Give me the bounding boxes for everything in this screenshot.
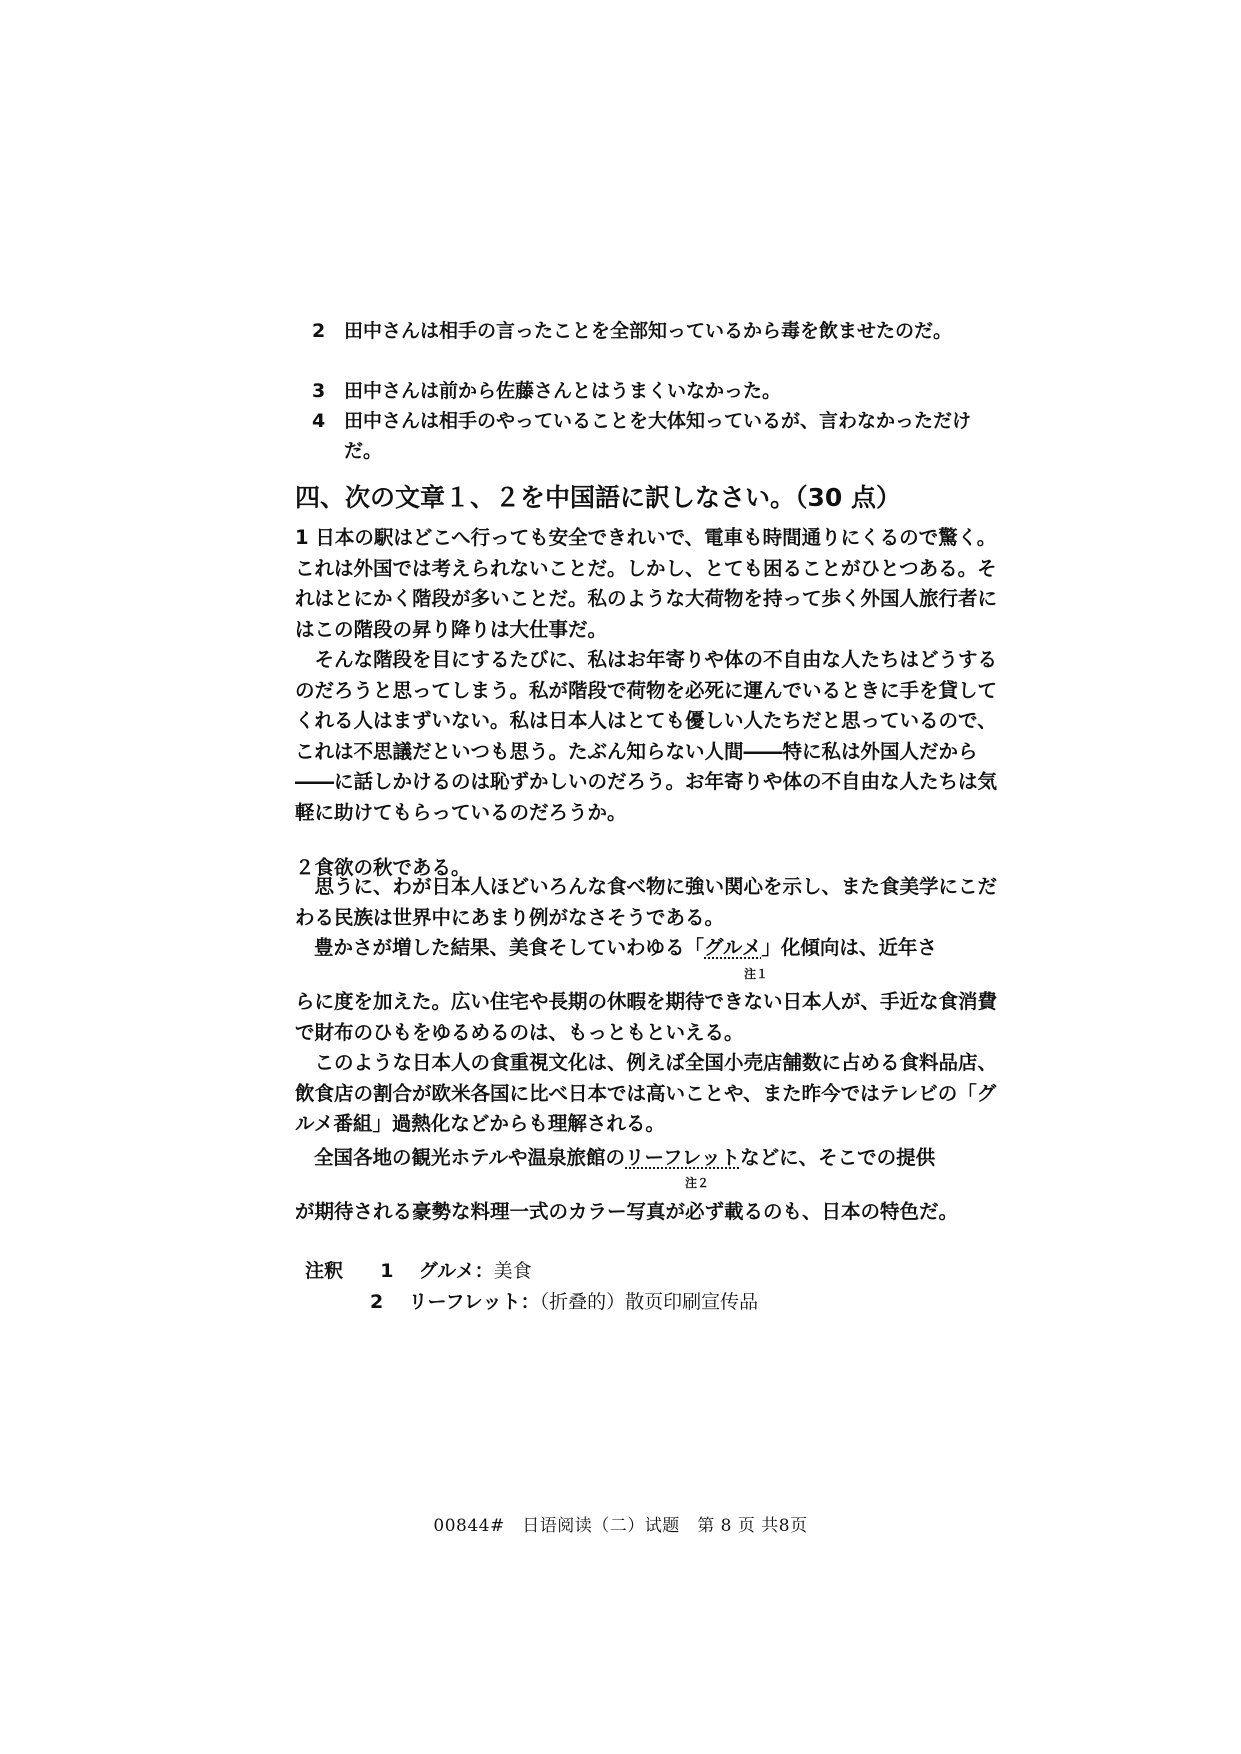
option-text: 田中さんは前から佐藤さんとはうまくいなかった。 [344,380,782,402]
note-number: 2 [370,1291,384,1313]
note2-marker: 注２ [685,1176,710,1190]
section-heading: 四、次の文章１、２を中国語に訳しなさい。（30 点） [295,483,901,512]
notes-line-2 [370,1287,758,1314]
underlined-term-leaflet: リーフレット [625,1146,741,1169]
text-segment: などに、そこでの提供 [740,1146,936,1169]
passage2-paragraph2-cont: らに度を加えた。広い住宅や長期の休暇を期待できない日本人が、手近な食消費で財布のひもをゆるめるのは、もっともといえる。 [295,990,998,1044]
passage2-paragraph4-line1 [314,1142,935,1170]
option-number: 2 [312,320,326,342]
passage2-paragraph3: このような日本人の食重視文化は、例えば全国小売店舗数に占める食料品店、飲食店の割合が欧米各国に比べ日本では高いことや、また昨今ではテレビの「グルメ番組」過熱化などからも理解される。 [295,1051,998,1135]
passage2-paragraph4-cont: が期待される豪勢な料理一式のカラー写真が必ず載るのも、日本の特色だ。 [295,1200,959,1223]
note1-marker: 注１ [744,967,769,981]
passage2-paragraph2-line1 [314,932,937,960]
notes-label: 注釈 [305,1260,344,1282]
text-segment: 豊かさが増した結果、美食そしていわゆる「 [314,936,705,959]
text-segment: 」化傾向は、近年さ [761,936,937,959]
passage1-paragraph1: 1 日本の駅はどこへ行っても安全できれいで、電車も時間通りにくるので驚く。これは外国では考えられないことだ。しかし、とても困ることがひとつある。それはとにかく階段が多いことだ。私のような大荷物を持って歩く外国人旅行者にはこの階段の昇り降りは大仕事だ。 [295,526,998,641]
passage2-paragraph1: 思うに、わが日本人ほどいろんな食べ物に強い関心を示し、また食美学にこだわる民族は世界中にあまり例がなさそうである。 [295,875,998,929]
note-term: リーフレット： [408,1291,540,1313]
passage1-paragraph2: そんな階段を目にするたびに、私はお年寄りや体の不自由な人たちはどうするのだろうと思ってしまう。私が階段で荷物を必死に運んでいるときに手を貸してくれる人はまずいない。私は日本人はとても優しい人たちだと思っているので、これは不思議だといつも思う。たぶん知らない人間――特に私は外国人だから――に話しかけるのは恥ずかしいのだろう。お年寄りや体の不自由な人たちは気軽に助けてもらっているのだろうか。 [295,648,998,824]
passage2-title: ２食欲の秋である。 [295,856,471,879]
note-meaning: （折叠的）散页印刷宣传品 [539,1291,759,1313]
page-footer: 00844# 日语阅读（二）试题 第 8 页 共8页 [433,1516,808,1536]
note-term: グルメ： [418,1260,494,1282]
note-meaning: 美食 [493,1260,532,1282]
notes-line-1 [305,1256,532,1283]
option-number: 4 [312,410,326,432]
underlined-term-gourmet: グルメ [704,936,762,959]
note-number: 1 [380,1260,394,1282]
option-text: 田中さんは相手の言ったことを全部知っているから毒を飲ませたのだ。 [344,320,953,342]
option-text: 田中さんは相手のやっていることを大体知っているが、言わなかっただけだ。 [344,410,972,462]
option-number: 3 [312,380,326,402]
text-segment: 全国各地の観光ホテルや温泉旅館の [314,1146,626,1169]
